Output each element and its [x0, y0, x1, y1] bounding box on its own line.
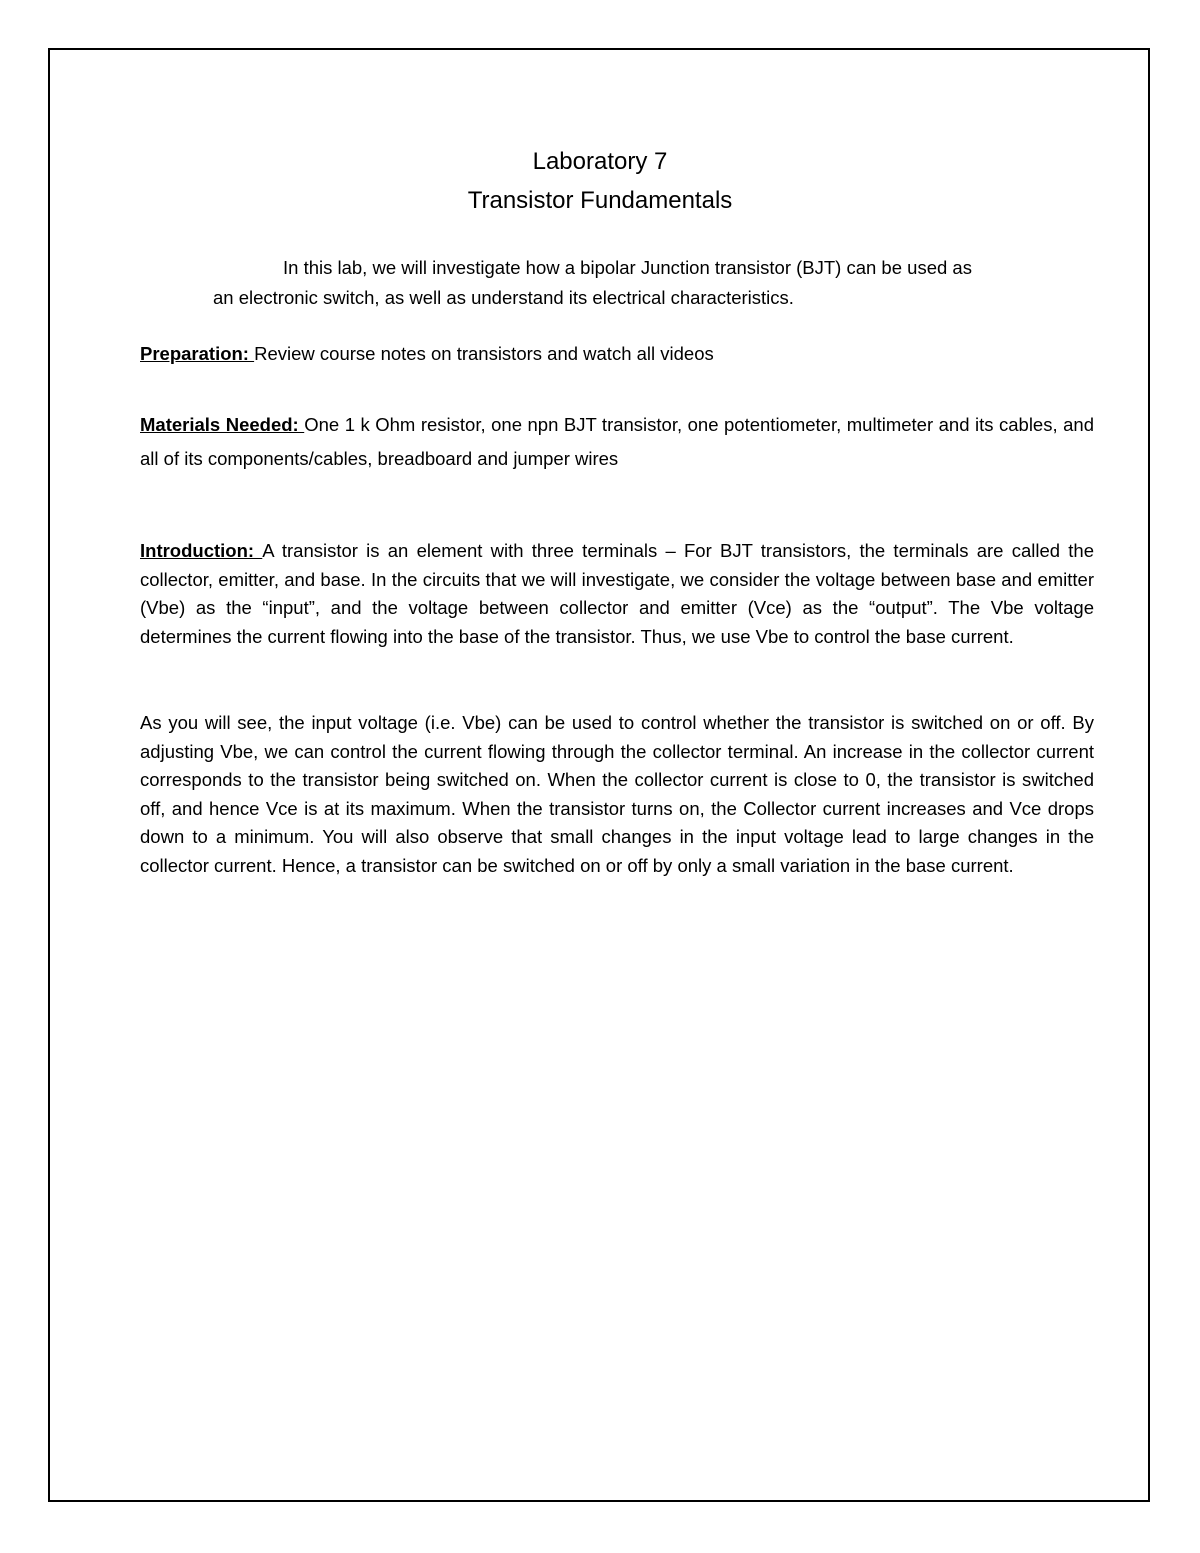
introduction-text: A transistor is an element with three terminals – For BJT transistors, the terminals are called the collector, emitter, and base. In the circuits that we will investigate, we consider the voltage between base and emitter (Vbe) as the “input”, and the voltage between collector and emitter (Vce) as the “output”. The Vbe voltage determines the current flowing into the base of the transistor. Thus, we use Vbe to control the base current. — [140, 540, 1094, 647]
materials-text: One 1 k Ohm resistor, one npn BJT transistor, one potentiometer, multimeter and its cables, and all of its components/cables, breadboard and jumper wires — [140, 414, 1094, 469]
switching-explanation-paragraph: As you will see, the input voltage (i.e. Vbe) can be used to control whether the transistor is switched on or off. By adjusting Vbe, we can control the current flowing through the collector terminal. An increase in the collector current corresponds to the transistor being switched on. When the collector current is close to 0, the transistor is switched off, and hence Vce is at its maximum. When the transistor turns on, the Collector current increases and Vce drops down to a minimum. You will also observe that small changes in the input voltage lead to large changes in the collector current. Hence, a transistor can be switched on or off by only a small variation in the base current. — [140, 712, 1094, 876]
materials-label: Materials Needed: — [140, 414, 305, 435]
objective-line-1: In this lab, we will investigate how a bipolar Junction transistor (BJT) can be used as — [283, 257, 972, 278]
title-lab-number: Laboratory 7 — [532, 148, 668, 175]
materials-section — [140, 408, 1094, 476]
introduction-section — [140, 537, 1094, 651]
preparation-text: Review course notes on transistors and watch all videos — [254, 343, 714, 364]
lab-objective — [140, 253, 1100, 313]
introduction-label: Introduction: — [140, 540, 263, 561]
title-topic: Transistor Fundamentals — [467, 187, 733, 214]
objective-line-2: an electronic switch, as well as understand its electrical characteristics. — [213, 287, 794, 308]
preparation-section — [140, 340, 1094, 369]
document-title — [0, 142, 1200, 220]
preparation-label: Preparation: — [140, 343, 255, 364]
